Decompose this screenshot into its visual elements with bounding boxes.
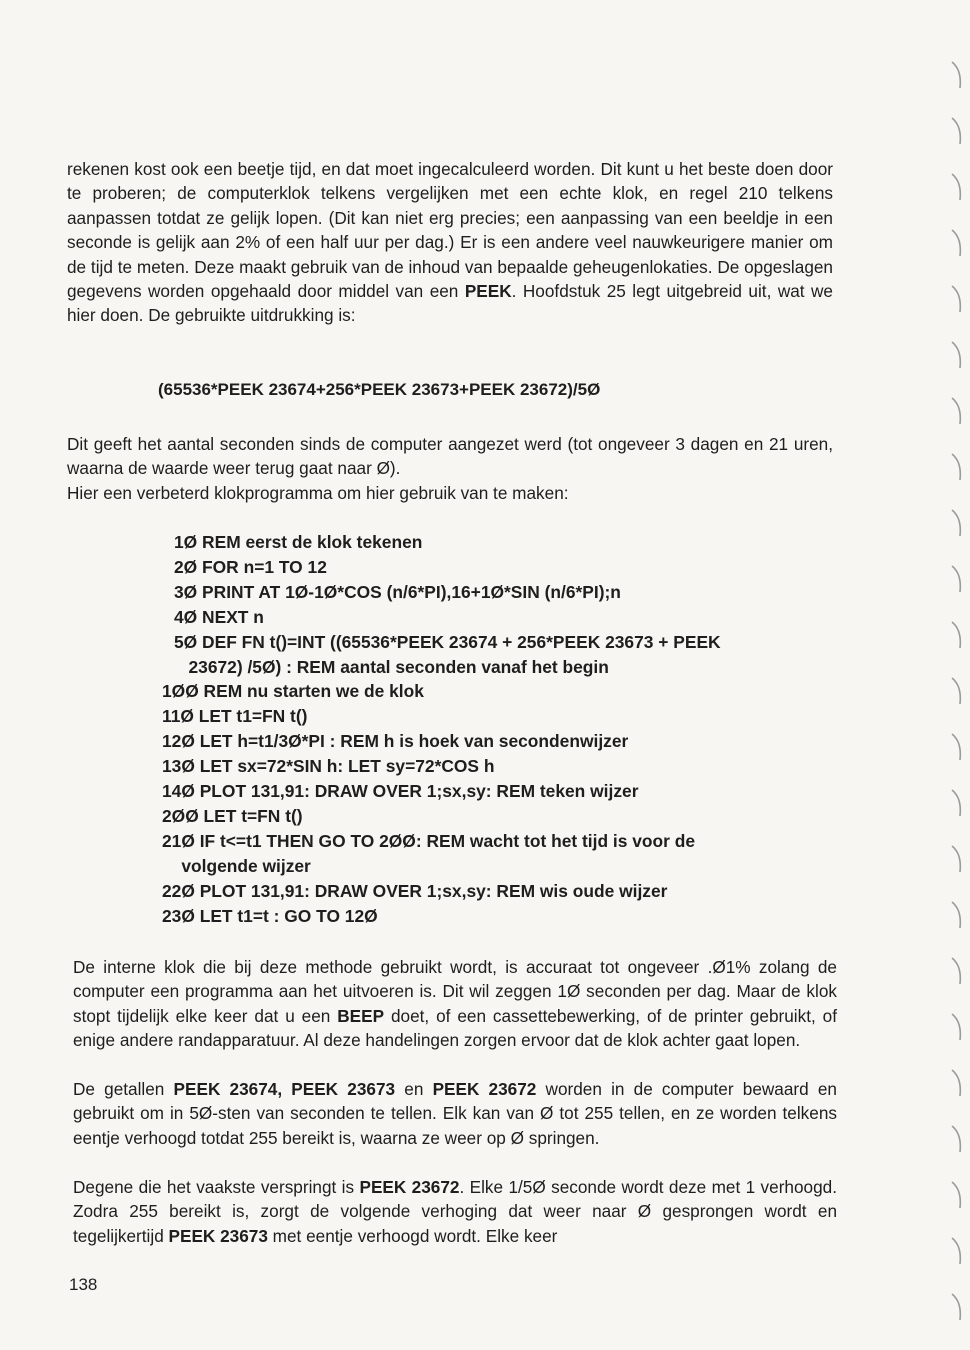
program-line: 22Ø PLOT 131,91: DRAW OVER 1;sx,sy: REM wis oude wijzer [162, 880, 668, 901]
program-line: 1ØØ REM nu starten we de klok [162, 681, 424, 702]
text-line: Hier een verbeterd klokprogramma om hier gebruik van te maken: [67, 482, 569, 503]
program-line: 14Ø PLOT 131,91: DRAW OVER 1;sx,sy: REM teken wijzer [162, 781, 639, 802]
text-span: Degene die het vaakste verspringt is [73, 1177, 360, 1197]
text-span: telkens aanpassen totdat ze gelijk lopen. (Dit kan niet erg precies; een aanpassing van een beeldje in een seconde is gelijk aan 2% of een half uur per dag.) Er is een andere veel nauwkeurigere manier om de tijd te meten. Deze maakt gebruik van de inhoud van bepaalde geheugenlokaties. De opgeslagen gegevens worden opgehaald door middel van een [67, 183, 833, 302]
paragraph-intro [67, 157, 833, 328]
program-line: 12Ø LET h=t1/3Ø*PI : REM h is hoek van secondenwijzer [162, 731, 629, 752]
keyword-peek: PEEK [464, 281, 512, 302]
text-span: De interne klok die bij deze methode gebruikt wordt, is accuraat tot ongeveer .Ø1% zolang de computer een programma aan het uitvoeren is. Dit wil zeggen 1Ø seconden per dag. Maar de klok stopt tijdelijk elke keer dat u een [73, 957, 837, 1026]
text-span: worden in de computer bewaard en gebruikt om in 5Ø-sten van seconden te tellen. Elk kan van Ø tot 255 tellen, en ze worden telkens eentje verhoogd totdat 255 bereikt is, waarna ze weer op Ø springen. [73, 1079, 837, 1148]
paragraph-explanation [67, 432, 833, 505]
program-line: 21Ø IF t<=t1 THEN GO TO 2ØØ: REM wacht tot het tijd is voor de [162, 830, 696, 851]
program-line: 1Ø REM eerst de klok tekenen [174, 532, 423, 552]
keyword-beep: BEEP [337, 1005, 385, 1026]
program-line: 5Ø DEF FN t()=INT ((65536*PEEK 23674 + 256*PEEK 23673 + PEEK [174, 631, 721, 652]
paragraph-accuracy [73, 955, 837, 1053]
clock-program-listing [162, 530, 721, 929]
program-line: 2ØØ LET t=FN t() [162, 805, 303, 826]
program-line: volgende wijzer [162, 855, 311, 876]
text-span: doet, of een cassettebewerking, of de printer gebruikt, of enige andere randapparatuur. Al deze handelingen zorgen ervoor dat de klok achter gaat lopen. [73, 1005, 837, 1051]
keyword-peek: PEEK 23674, PEEK 23673 [173, 1079, 396, 1099]
text-span: . Elke 1/5Ø seconde wordt deze met 1 verhoogd. Zodra 255 bereikt is, zorgt de volgende verhoging dat weer naar Ø gesprongen wordt en tegelijkertijd [73, 1177, 838, 1246]
text-line: Dit geeft het aantal seconden sinds de computer aangezet werd (tot ongeveer 3 dagen en 21 uren, waarna de waarde weer terug gaat naar Ø). [67, 434, 833, 479]
peek-formula: (65536*PEEK 23674+256*PEEK 23673+PEEK 23672)/5Ø [158, 380, 601, 399]
text-span: . Hoofdstuk 25 legt uitgebreid uit, wat we hier doen. De gebruikte uitdrukking is: [67, 281, 833, 326]
ring-binding-marks [930, 0, 970, 1350]
paragraph-counters [73, 1077, 837, 1150]
program-line: 4Ø NEXT n [174, 606, 264, 627]
keyword-peek: PEEK 23673 [168, 1225, 268, 1246]
text-span: en [395, 1079, 433, 1099]
program-line: 23672) /5Ø) : REM aantal seconden vanaf het begin [174, 656, 609, 677]
text-span: De getallen [73, 1079, 174, 1099]
page-number: 138 [69, 1275, 98, 1294]
program-line: 23Ø LET t1=t : GO TO 12Ø [162, 905, 378, 926]
text-span: rekenen kost ook een beetje tijd, en dat moet ingecalculeerd worden. Dit kunt u het beste doen door te proberen; de computerklok telkens vergelijken met een echte klok, en regel 21 [67, 159, 833, 204]
keyword-peek: PEEK 23672 [359, 1177, 460, 1197]
text-span: 0 [757, 183, 768, 204]
text-span: met eentje verhoogd wordt. Elke keer [267, 1225, 558, 1246]
program-line: 3Ø PRINT AT 1Ø-1Ø*COS (n/6*PI),16+1Ø*SIN (n/6*PI);n [174, 581, 621, 602]
paragraph-increment [73, 1175, 837, 1248]
program-line: 2Ø FOR n=1 TO 12 [174, 556, 327, 577]
program-line: 11Ø LET t1=FN t() [162, 706, 308, 727]
keyword-peek: PEEK 23672 [432, 1079, 537, 1099]
program-line: 13Ø LET sx=72*SIN h: LET sy=72*COS h [162, 756, 495, 777]
